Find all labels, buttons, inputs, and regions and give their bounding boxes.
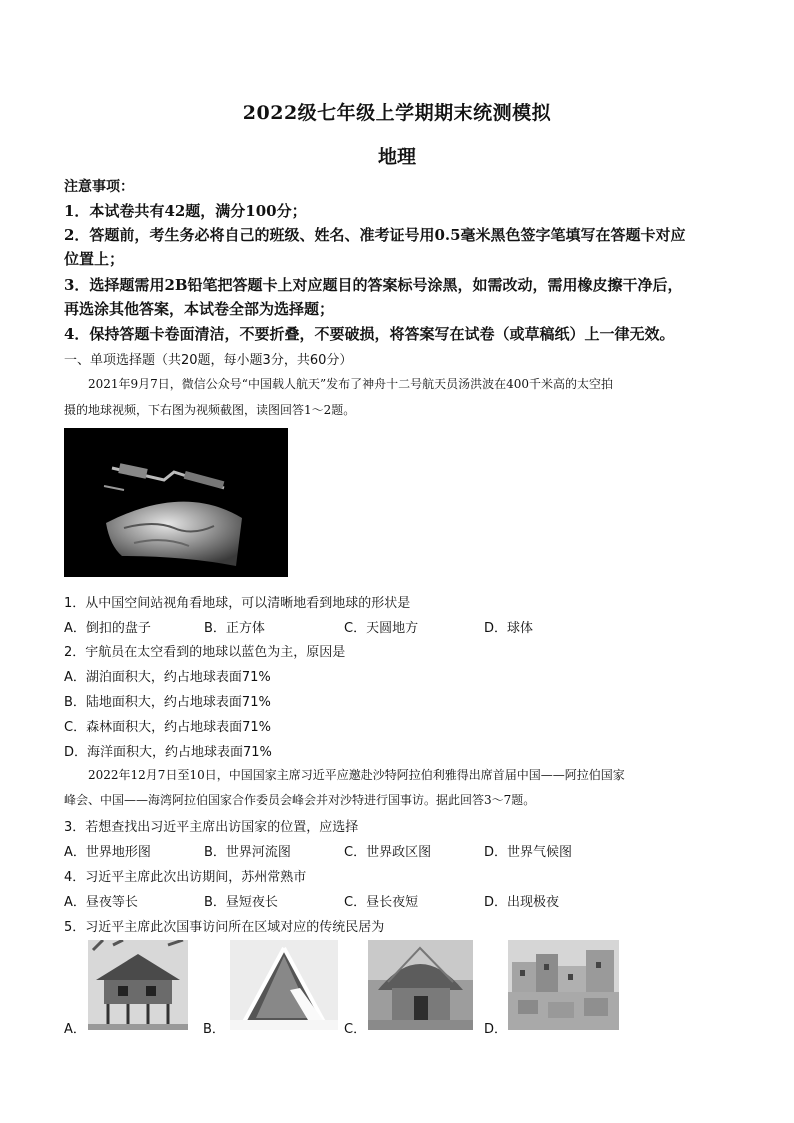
q3-option-b[interactable]: B．世界河流图 [204,845,291,860]
q3-options [64,841,572,860]
q4-option-d[interactable]: D．出现极夜 [484,895,560,910]
earth-from-space-photo [64,428,288,577]
passage2-line1: 2022年12月7日至10日，中国国家主席习近平应邀赴沙特阿拉伯利雅得出席首届中国——阿拉伯国家 [88,768,625,782]
notice-item-2-cont: 位置上； [64,250,125,268]
thatched-hut-photo[interactable] [368,940,473,1030]
q4-option-b[interactable]: B．昼短夜长 [204,895,278,910]
q1-option-b[interactable]: B．正方体 [204,621,265,636]
notice-item-3: 3．选择题需用2B铅笔把答题卡上对应题目的答案标号涂黑，如需改动，需用橡皮擦干净后， [64,276,683,294]
notice-item-2: 2．答题前，考生务必将自己的班级、姓名、准考证号用0.5毫米黑色签字笔填写在答题卡对应 [64,226,686,244]
q3-option-d[interactable]: D．世界气候图 [484,845,573,860]
q4-options [64,891,559,910]
q3-option-a[interactable]: A．世界地形图 [64,845,151,860]
section-heading: 一、单项选择题（共20题，每小题3分，共60分） [64,353,353,368]
q5-stem: 5．习近平主席此次国事访问所在区域对应的传统民居为 [64,920,385,935]
q5-option-d-label[interactable]: D． [484,1022,508,1037]
q3-option-c[interactable]: C．世界政区图 [344,845,432,860]
q2-stem: 2．宇航员在太空看到的地球以蓝色为主，原因是 [64,645,346,660]
q1-stem: 1．从中国空间站视角看地球，可以清晰地看到地球的形状是 [64,596,411,611]
snow-a-frame-house-photo[interactable] [230,940,338,1030]
notice-item-1: 1．本试卷共有42题，满分100分； [64,202,307,220]
q1-option-a[interactable]: A．倒扣的盘子 [64,621,151,636]
q4-option-a[interactable]: A．昼夜等长 [64,895,138,910]
q3-stem: 3．若想查找出习近平主席出访国家的位置，应选择 [64,820,359,835]
q5-option-a-label[interactable]: A． [64,1022,86,1037]
q1-options [64,617,533,636]
q4-stem: 4．习近平主席此次出访期间，苏州常熟市 [64,870,307,885]
passage1-line2: 摄的地球视频，下右图为视频截图，读图回答1～2题。 [64,403,356,417]
q2-option-a[interactable]: A．湖泊面积大，约占地球表面71% [64,670,271,685]
subject-title: 地理 [377,146,416,168]
q1-option-c[interactable]: C．天圆地方 [344,621,419,636]
notice-heading: 注意事项： [64,179,134,195]
q5-option-c-label[interactable]: C． [344,1022,367,1037]
q4-option-c[interactable]: C．昼长夜短 [344,895,419,910]
flat-roof-mud-buildings-photo[interactable] [508,940,619,1030]
notice-item-4: 4．保持答题卡卷面清洁，不要折叠，不要破损，将答案写在试卷（或草稿纸）上一律无效。 [64,325,675,343]
q5-option-b-label[interactable]: B． [203,1022,225,1037]
stilt-house-photo[interactable] [88,940,188,1030]
notice-item-3-cont: 再选涂其他答案，本试卷全部为选择题； [64,300,335,318]
q2-option-c[interactable]: C．森林面积大，约占地球表面71% [64,720,271,735]
exam-title: 2022级七年级上学期期末统测模拟 [242,102,552,124]
q2-option-b[interactable]: B．陆地面积大，约占地球表面71% [64,695,271,710]
q2-option-d[interactable]: D．海洋面积大，约占地球表面71% [64,745,272,760]
q1-option-d[interactable]: D．球体 [484,621,534,636]
passage2-line2: 峰会、中国——海湾阿拉伯国家合作委员会峰会并对沙特进行国事访。据此回答3～7题。 [64,793,536,807]
passage1-line1: 2021年9月7日，微信公众号“中国载人航天”发布了神舟十二号航天员汤洪波在400千米高的太空拍 [88,377,613,391]
